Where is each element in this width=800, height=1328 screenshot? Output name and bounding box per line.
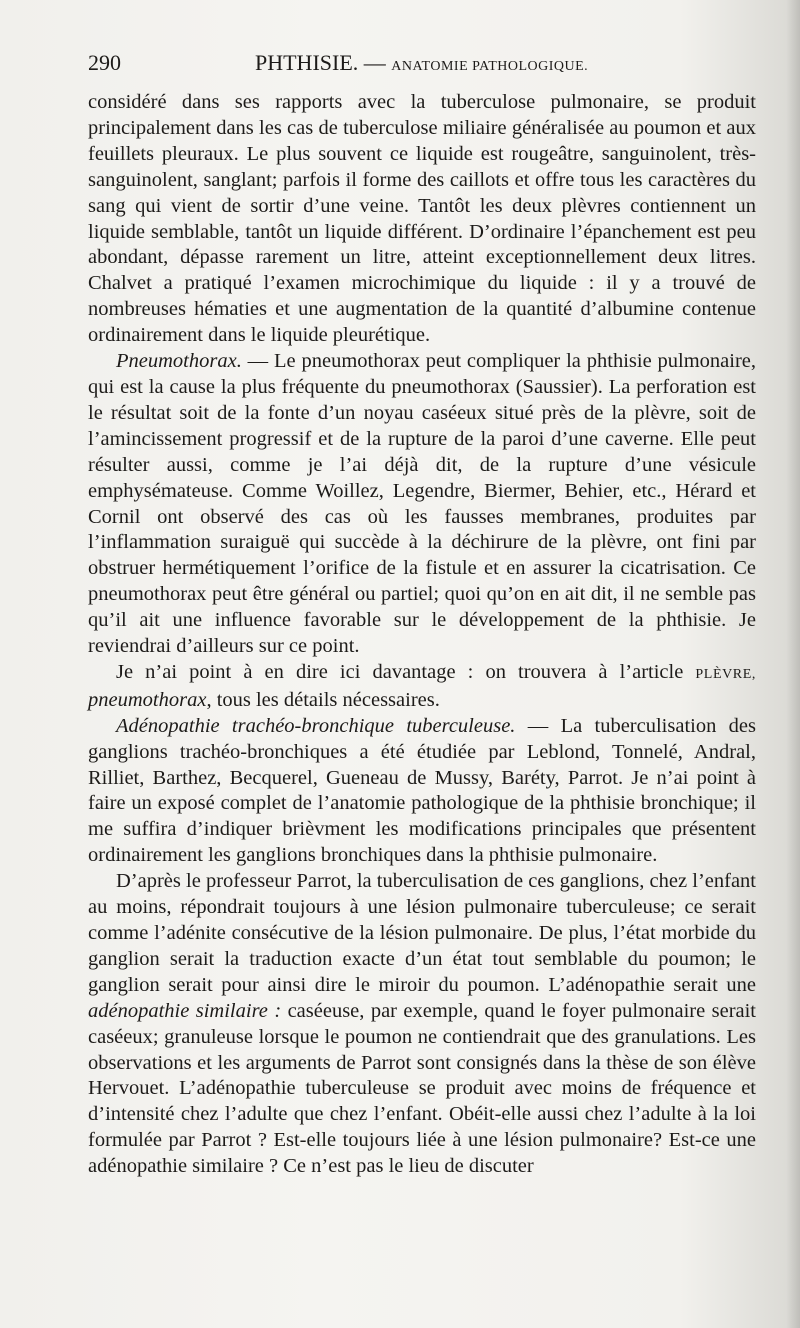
paragraph-adenopathy: Adénopathie trachéo-bronchique tuberculeuse. — La tuberculisation des ganglions trachéo-bronchiques a été étudiée par Leblond, Tonnelé, Andral, Rilliet, Barthez, Becquerel, Gueneau de Mussy, Baréty, Parrot. Je n’ai point à faire un exposé complet de l’anatomie pathologique de la phthisie bronchique; il me suffira d’indiquer brièvment les modifications principales que présentent ordinairement les ganglions bronchiques dans la phthisie pulmonaire. <box>88 714 756 867</box>
paragraph-parrot: D’après le professeur Parrot, la tuberculisation de ces ganglions, chez l’enfant au moins, répondrait toujours à une lésion pulmonaire tuberculeuse; ce serait comme l’adénite consécutive de la lésion pulmonaire. De plus, l’état morbide du ganglion serait la traduction exacte d’un état tout semblable du poumon; le ganglion serait pour ainsi dire le miroir du poumon. L’adénopathie serait une adénopathie similaire : caséeuse, par exemple, quand le foyer pulmonaire serait caséeux; granuleuse lorsque le poumon ne contiendrait que des granulations. Les observations et les arguments de Parrot sont consignés dans la thèse de son élève Hervouet. L’adénopathie tuberculeuse se produit avec moins de fréquence et d’intensité chez l’adulte que chez l’enfant. Obéit-elle aussi chez l’adulte à la loi formulée par Parrot ? Est-elle toujours liée à une lésion pulmonaire? Est-ce une adénopathie similaire ? Ce n’est pas le lieu de discuter <box>88 870 757 1178</box>
running-title <box>255 50 588 76</box>
page-body <box>88 90 756 1180</box>
paragraph-cross-reference: Je n’ai point à en dire ici davantage : on trouvera à l’article PLÈVRE, pneumothorax, tous les détails nécessaires. <box>88 660 756 711</box>
paragraph-pleural-effusion: considéré dans ses rapports avec la tuberculose pulmonaire, se produit principalement dans les cas de tuberculose miliaire généralisée au poumon et aux feuillets pleuraux. Le plus souvent ce liquide est rougeâtre, sanguinolent, très-sanguinolent, sanglant; parfois il forme des caillots et offre tous les caractères du sang qui vient de sortir d’une veine. Tantôt les deux plèvres contiennent un liquide semblable, tantôt un liquide différent. D’ordinaire l’épanchement est peu abondant, dépasse rarement un litre, atteint exceptionnellement deux litres. Chalvet a pratiqué l’examen microchimique du liquide : il y a trouvé de nombreuses hématies et une augmentation de la quantité d’albumine contenue ordinairement dans le liquide pleurétique. <box>88 91 756 347</box>
paragraph-pneumothorax: Pneumothorax. — Le pneumothorax peut compliquer la phthisie pulmonaire, qui est la cause la plus fréquente du pneumothorax (Saussier). La perforation est le résultat soit de la fonte d’un noyau caséeux situé près de la plèvre, soit de l’amincissement progressif et de la rupture de la paroi d’une caverne. Elle peut résulter aussi, comme je l’ai déjà dit, de la rupture d’une vésicule emphysémateuse. Comme Woillez, Legendre, Biermer, Behier, etc., Hérard et Cornil ont observé des cas où les fausses membranes, produites par l’inflammation suraiguë qui succède à la déchirure de la plèvre, ont fini par obstruer hermétiquement l’orifice de la fistule et en assurer la cicatrisation. Ce pneumothorax peut être général ou partiel; quoi qu’on en ait dit, il ne semble pas qu’il ait une influence favorable sur le développement de la phthisie. Je reviendrai d’ailleurs sur ce point. <box>88 350 756 658</box>
section-heading-adenopathy: Adénopathie trachéo-bronchique tuberculeuse. <box>116 714 516 737</box>
header-section: ANATOMIE PATHOLOGIQUE. <box>391 59 589 74</box>
section-heading-pneumothorax: Pneumothorax. <box>116 350 242 373</box>
header-separator: — <box>363 50 386 75</box>
header-title: PHTHISIE. <box>255 50 359 75</box>
page-number: 290 <box>88 50 121 75</box>
article-reference: PLÈVRE, <box>695 666 756 682</box>
page-edge-shadow <box>786 0 800 1328</box>
emphasis-similar-adenopathy: adénopathie similaire : <box>88 999 282 1022</box>
article-reference-italic: pneumothorax <box>88 688 207 711</box>
running-header <box>88 50 756 80</box>
